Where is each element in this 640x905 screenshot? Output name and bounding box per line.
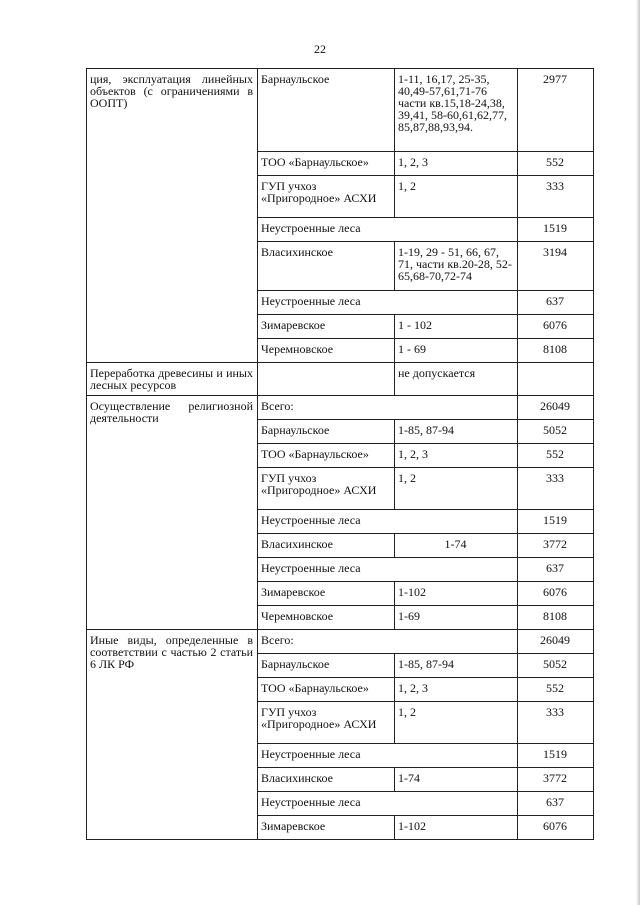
area-cell: 5052 [518, 654, 594, 678]
area-cell: 1519 [518, 510, 594, 534]
quarters-cell: 1-102 [395, 582, 518, 606]
activity-type-cell: ция, эксплуатация линейных объектов (с ограничениями в ООПТ) [87, 69, 258, 363]
page-number: 22 [314, 42, 326, 56]
quarters-cell: 1-74 [395, 768, 518, 792]
quarters-cell: 1, 2, 3 [395, 444, 518, 468]
area-cell: 552 [518, 444, 594, 468]
forestry-cell: Зимаревское [258, 816, 395, 840]
forestry-cell: Черемновское [258, 339, 395, 363]
area-cell: 1519 [518, 744, 594, 768]
quarters-cell: 1 - 69 [395, 339, 518, 363]
forestry-cell: Барнаульское [258, 69, 395, 152]
quarters-cell: 1, 2 [395, 176, 518, 218]
table-row [87, 630, 594, 654]
forestry-cell: Неустроенные леса [258, 744, 518, 768]
forestry-cell: ГУП учхоз «Пригородное» АСХИ [258, 176, 395, 218]
forestry-cell: Неустроенные леса [258, 792, 518, 816]
area-cell: 1519 [518, 218, 594, 242]
forestry-cell: Неустроенные леса [258, 291, 518, 315]
forestry-cell: Власихинское [258, 768, 395, 792]
quarters-cell: 1 - 102 [395, 315, 518, 339]
forestry-cell: Зимаревское [258, 315, 395, 339]
area-cell [518, 363, 594, 396]
area-cell: 552 [518, 678, 594, 702]
table-row [87, 363, 594, 396]
activity-type-cell: Иные виды, определенные в соответствии с частью 2 статьи 6 ЛК РФ [87, 630, 258, 840]
forest-use-table [86, 68, 594, 840]
quarters-cell: 1, 2 [395, 702, 518, 744]
area-cell: 6076 [518, 582, 594, 606]
area-cell: 552 [518, 152, 594, 176]
area-cell: 8108 [518, 339, 594, 363]
forestry-cell: ТОО «Барнаульское» [258, 444, 395, 468]
area-cell: 8108 [518, 606, 594, 630]
quarters-cell: 1-102 [395, 816, 518, 840]
area-cell: 333 [518, 702, 594, 744]
quarters-cell: 1, 2, 3 [395, 678, 518, 702]
forestry-cell: ГУП учхоз «Пригородное» АСХИ [258, 702, 395, 744]
forestry-cell: ТОО «Барнаульское» [258, 678, 395, 702]
area-cell: 2977 [518, 69, 594, 152]
quarters-cell: 1-85, 87-94 [395, 654, 518, 678]
area-cell: 3772 [518, 768, 594, 792]
area-cell: 333 [518, 468, 594, 510]
area-cell: 26049 [518, 396, 594, 420]
forestry-cell [258, 363, 395, 396]
quarters-cell: 1-85, 87-94 [395, 420, 518, 444]
forestry-cell: Неустроенные леса [258, 558, 518, 582]
area-cell: 637 [518, 291, 594, 315]
forestry-cell: Зимаревское [258, 582, 395, 606]
area-cell: 333 [518, 176, 594, 218]
forestry-cell: Власихинское [258, 534, 395, 558]
quarters-cell: 1, 2, 3 [395, 152, 518, 176]
area-cell: 6076 [518, 315, 594, 339]
quarters-cell: 1-74 [395, 534, 518, 558]
forestry-cell: Власихинское [258, 242, 395, 291]
table-row [87, 396, 594, 420]
area-cell: 637 [518, 558, 594, 582]
forestry-cell: Всего: [258, 396, 518, 420]
quarters-cell: 1-11, 16,17, 25-35, 40,49-57,61,71-76 части кв.15,18-24,38, 39,41, 58-60,61,62,77, 85,87,88,93,94. [395, 69, 518, 152]
quarters-cell: 1-69 [395, 606, 518, 630]
table-row [87, 69, 594, 152]
quarters-cell: не допускается [395, 363, 518, 396]
area-cell: 5052 [518, 420, 594, 444]
forestry-cell: ГУП учхоз «Пригородное» АСХИ [258, 468, 395, 510]
activity-type-cell: Осуществление религиозной деятельности [87, 396, 258, 630]
forestry-cell: Неустроенные леса [258, 510, 518, 534]
forestry-cell: Барнаульское [258, 420, 395, 444]
quarters-cell: 1, 2 [395, 468, 518, 510]
area-cell: 3194 [518, 242, 594, 291]
area-cell: 3772 [518, 534, 594, 558]
forestry-cell: Барнаульское [258, 654, 395, 678]
forestry-cell: Черемновское [258, 606, 395, 630]
activity-type-cell: Переработка древесины и иных лесных ресурсов [87, 363, 258, 396]
forestry-cell: ТОО «Барнаульское» [258, 152, 395, 176]
area-cell: 26049 [518, 630, 594, 654]
area-cell: 637 [518, 792, 594, 816]
quarters-cell: 1-19, 29 - 51, 66, 67, 71, части кв.20-28, 52-65,68-70,72-74 [395, 242, 518, 291]
scan-edge [636, 0, 640, 905]
forestry-cell: Всего: [258, 630, 518, 654]
forestry-cell: Неустроенные леса [258, 218, 518, 242]
area-cell: 6076 [518, 816, 594, 840]
